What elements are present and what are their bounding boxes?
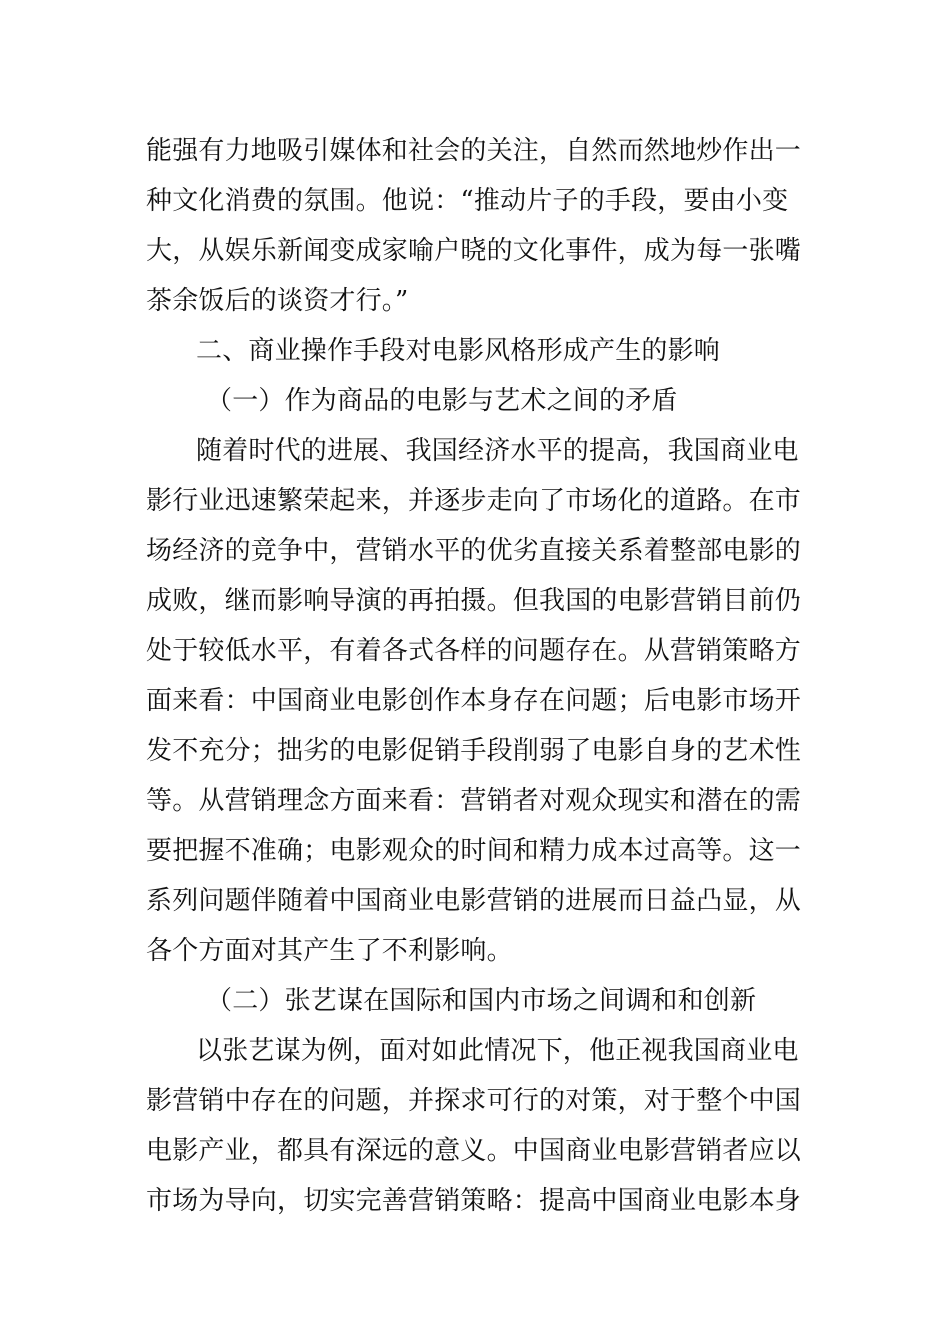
section-heading-2: 二、商业操作手段对电影风格形成产生的影响 [196, 336, 721, 366]
paragraph-2-line-1: 随着时代的进展、我国经济水平的提高，我国商业电 [196, 436, 799, 466]
paragraph-3-line-4: 市场为导向，切实完善营销策略：提高中国商业电影本身 [146, 1186, 802, 1216]
paragraph-2-line-5: 处于较低水平，有着各式各样的问题存在。从营销策略方 [146, 636, 802, 666]
paragraph-2-line-11: 各个方面对其产生了不利影响。 [146, 936, 513, 966]
paragraph-2-line-6: 面来看：中国商业电影创作本身存在问题；后电影市场开 [146, 686, 802, 716]
paragraph-2-line-2: 影行业迅速繁荣起来，并逐步走向了市场化的道路。在市 [146, 486, 802, 516]
paragraph-2-line-4: 成败，继而影响导演的再拍摄。但我国的电影营销目前仍 [146, 586, 802, 616]
paragraph-2-line-9: 要把握不准确；电影观众的时间和精力成本过高等。这一 [146, 836, 802, 866]
paragraph-3-line-2: 影营销中存在的问题，并探求可行的对策，对于整个中国 [146, 1086, 802, 1116]
subsection-heading-2: （二）张艺谋在国际和国内市场之间调和和创新 [206, 986, 757, 1016]
paragraph-1-line-2: 种文化消费的氛围。他说：“推动片子的手段，要由小变 [146, 186, 789, 216]
paragraph-1-line-3: 大，从娱乐新闻变成家喻户晓的文化事件，成为每一张嘴 [146, 236, 802, 266]
paragraph-2-line-8: 等。从营销理念方面来看：营销者对观众现实和潜在的需 [146, 786, 802, 816]
paragraph-2-line-10: 系列问题伴随着中国商业电影营销的进展而日益凸显，从 [146, 886, 802, 916]
paragraph-3-line-3: 电影产业，都具有深远的意义。中国商业电影营销者应以 [146, 1136, 802, 1166]
paragraph-1-line-4: 茶余饭后的谈资才行。” [146, 286, 409, 316]
paragraph-1-line-1: 能强有力地吸引媒体和社会的关注，自然而然地炒作出一 [146, 136, 802, 166]
paragraph-2-line-3: 场经济的竞争中，营销水平的优劣直接关系着整部电影的 [146, 536, 802, 566]
paragraph-2-line-7: 发不充分；拙劣的电影促销手段削弱了电影自身的艺术性 [146, 736, 802, 766]
paragraph-3-line-1: 以张艺谋为例，面对如此情况下，他正视我国商业电 [196, 1036, 799, 1066]
subsection-heading-1: （一）作为商品的电影与艺术之间的矛盾 [206, 386, 678, 416]
